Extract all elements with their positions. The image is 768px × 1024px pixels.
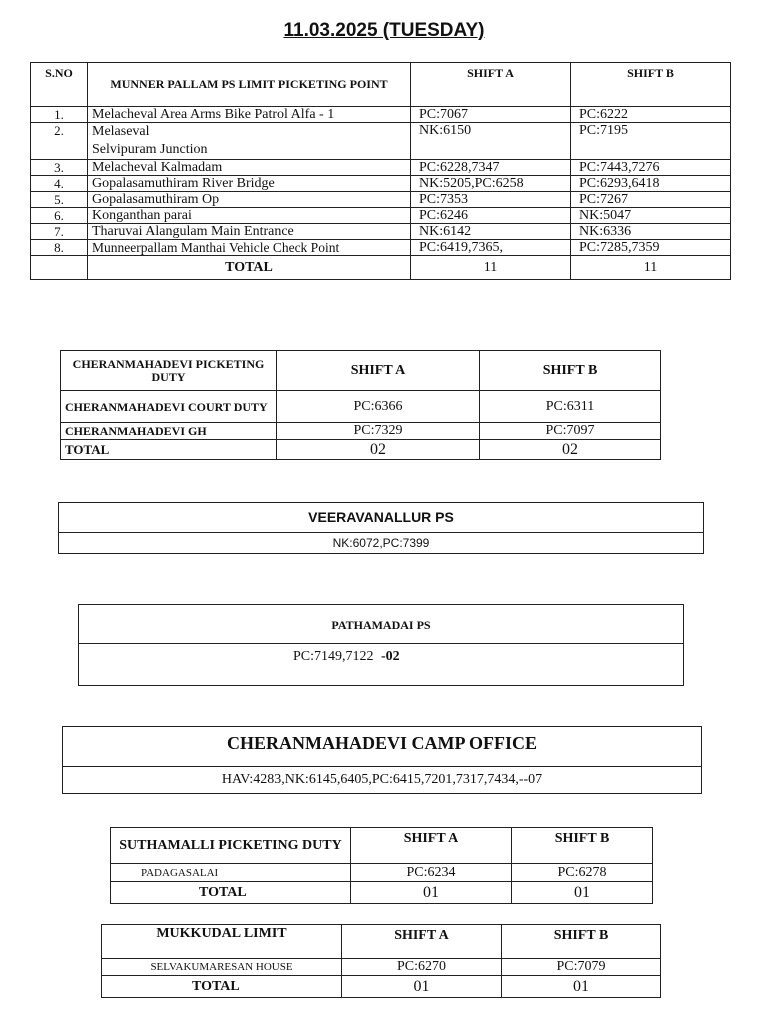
shift-a-cell: PC:7329 [277,423,480,440]
shift-b-cell: PC:6311 [480,391,661,423]
duty-cell: CHERANMAHADEVI GH [61,423,277,440]
point-cell [88,123,411,160]
veeravanallur-heading: VEERAVANALLUR PS [59,503,703,533]
veeravanallur-value: NK:6072,PC:7399 [332,536,430,550]
col-shift-b-header: SHIFT B [571,63,731,107]
duty-cell: CHERANMAHADEVI COURT DUTY [61,391,277,423]
shift-b-cell: PC:7195 [571,123,731,160]
shift-a-cell: PC:7067 [411,107,571,123]
shift-a-cell: NK:5205,PC:6258 [411,176,571,192]
sno-cell: 1. [31,107,88,123]
shift-b-cell: NK:6336 [571,224,731,240]
shift-a-cell: NK:6150 [411,123,571,160]
table-row [61,423,661,440]
point-cell: Melacheval Area Arms Bike Patrol Alfa - 1 [88,107,411,123]
pathamadai-box [78,604,684,686]
pathamadai-value: PC:7149,7122 [293,649,374,664]
table-header-row [61,351,661,391]
camp-office-box [62,726,702,794]
shift-b-cell: PC:7285,7359 [571,240,731,256]
table-row [102,959,661,976]
shift-b-cell: PC:7097 [480,423,661,440]
col-duty-header: SUTHAMALLI PICKETING DUTY [111,828,351,864]
total-label: TOTAL [111,882,351,904]
shift-b-cell: NK:5047 [571,208,731,224]
sno-cell: 8. [31,240,88,256]
shift-a-cell: PC:6234 [351,864,512,882]
shift-a-cell: PC:7353 [411,192,571,208]
point-cell: Munneerpallam Manthai Vehicle Check Point [88,240,411,256]
table-header-row [111,828,653,864]
col-shift-b-header: SHIFT B [502,925,661,959]
point-line-1: Melaseval [92,124,150,139]
table-row [31,240,731,256]
point-line-2: Selvipuram Junction [92,142,208,157]
pathamadai-heading: PATHAMADAI PS [79,605,683,644]
total-shift-a: 02 [277,440,480,460]
shift-b-cell: PC:7443,7276 [571,160,731,176]
table-row [31,192,731,208]
table-row [31,224,731,240]
shift-a-cell: PC:6419,7365, [411,240,571,256]
table-row [111,864,653,882]
table-header-row [102,925,661,959]
shift-a-cell: PC:6366 [277,391,480,423]
duty-cell: SELVAKUMARESAN HOUSE [102,959,342,976]
shift-a-cell: PC:6246 [411,208,571,224]
total-row [61,440,661,460]
shift-a-cell: PC:6228,7347 [411,160,571,176]
col-shift-b-header: SHIFT B [512,828,653,864]
col-shift-a-header: SHIFT A [411,63,571,107]
point-cell: Gopalasamuthiram River Bridge [88,176,411,192]
col-shift-a-header: SHIFT A [351,828,512,864]
sno-cell: 3. [31,160,88,176]
camp-office-value: HAV:4283,NK:6145,6405,PC:6415,7201,7317,7434,--07 [221,772,543,787]
empty-cell [31,256,88,280]
total-shift-b: 02 [480,440,661,460]
sno-cell: 5. [31,192,88,208]
munner-pallam-table [30,62,731,280]
table-row [31,107,731,123]
point-cell: Melacheval Kalmadam [88,160,411,176]
sno-cell: 6. [31,208,88,224]
shift-b-cell: PC:6222 [571,107,731,123]
col-shift-b-header: SHIFT B [480,351,661,391]
col-point-header: MUNNER PALLAM PS LIMIT PICKETING POINT [88,63,411,107]
pathamadai-value-row [79,645,683,669]
point-cell: Gopalasamuthiram Op [88,192,411,208]
total-label: TOTAL [61,440,277,460]
cheranmahadevi-table [60,350,661,460]
sno-cell: 2. [31,123,88,160]
col-shift-a-header: SHIFT A [277,351,480,391]
total-shift-a: 01 [351,882,512,904]
table-row [61,391,661,423]
table-row [31,176,731,192]
page-title: 11.03.2025 (TUESDAY) [283,20,485,41]
shift-b-cell: PC:6293,6418 [571,176,731,192]
shift-b-cell: PC:7267 [571,192,731,208]
col-duty-header: CHERANMAHADEVI PICKETING DUTY [61,351,277,391]
total-shift-b: 01 [512,882,653,904]
table-header-row [31,63,731,107]
mukkudal-table [101,924,661,998]
col-duty-header: MUKKUDAL LIMIT [102,925,342,959]
veeravanallur-box [58,502,704,554]
total-label: TOTAL [102,976,342,998]
total-shift-b: 11 [571,256,731,280]
shift-a-cell: PC:6270 [342,959,502,976]
total-shift-a: 11 [411,256,571,280]
col-shift-a-header: SHIFT A [342,925,502,959]
point-cell: Konganthan parai [88,208,411,224]
shift-b-cell: PC:6278 [512,864,653,882]
pathamadai-count: -02 [381,649,400,664]
suthamalli-table [110,827,653,904]
total-row [31,256,731,280]
table-row [31,160,731,176]
table-row [31,208,731,224]
sno-cell: 7. [31,224,88,240]
total-row [102,976,661,998]
total-row [111,882,653,904]
total-shift-b: 01 [502,976,661,998]
camp-office-heading: CHERANMAHADEVI CAMP OFFICE [63,727,701,767]
point-cell: Tharuvai Alangulam Main Entrance [88,224,411,240]
total-label: TOTAL [88,256,411,280]
table-row [31,123,731,160]
duty-cell: PADAGASALAI [111,864,351,882]
shift-a-cell: NK:6142 [411,224,571,240]
sno-cell: 4. [31,176,88,192]
col-sno-header: S.NO [31,63,88,107]
shift-b-cell: PC:7079 [502,959,661,976]
total-shift-a: 01 [342,976,502,998]
